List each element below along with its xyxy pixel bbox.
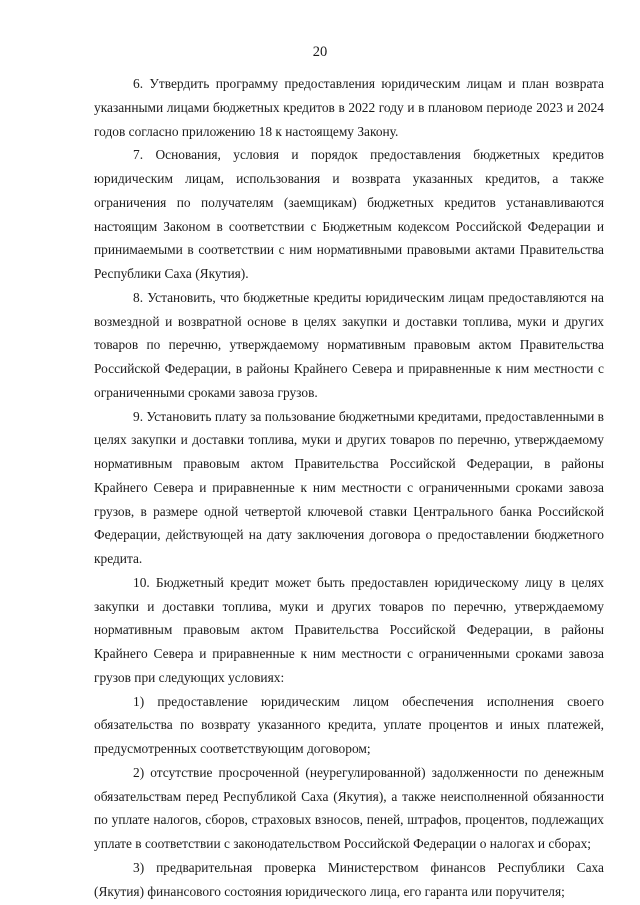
condition-item-3: 3) предварительная проверка Министерством финансов Республики Саха (Якутия) финансового состояния юридического лица, его гаранта или поручителя;	[94, 859, 604, 899]
paragraph-item-10: 10. Бюджетный кредит может быть предоставлен юридическому лицу в целях закупки и доставки топлива, муки и других товаров по перечню, утверждаемому нормативным правовым актом Правительства Российской Федерации, в районы Крайнего Севера и приравненные к ним местности с ограниченными сроками завоза грузов при следующих условиях:	[94, 574, 604, 685]
law-text-body	[94, 72, 604, 903]
condition-item-2: 2) отсутствие просроченной (неурегулированной) задолженности по денежным обязательствам перед Республикой Саха (Якутия), а также неисполненной обязанности по уплате налогов, сборов, страховых взносов, пеней, штрафов, процентов, подлежащих уплате в соответствии с законодательством Российской Федерации о налогах и сборах;	[94, 764, 604, 851]
paragraph-item-7: 7. Основания, условия и порядок предоставления бюджетных кредитов юридическим лицам, использования и возврата указанных кредитов, а также ограничения по получателям (заемщикам) бюджетных кредитов устанавливаются настоящим Законом в соответствии с Бюджетным кодексом Российской Федерации и принимаемыми в соответствии с ним нормативными правовыми актами Правительства Республики Саха (Якутия).	[94, 147, 604, 281]
paragraph-item-9: 9. Установить плату за пользование бюджетными кредитами, предоставленными в целях закупки и доставки топлива, муки и других товаров по перечню, утверждаемому нормативным правовым актом Правительства Российской Федерации, в районы Крайнего Севера и приравненные к ним местности с ограниченными сроками завоза грузов, в размере одной четвертой ключевой ставки Центрального банка Российской Федерации, действующей на дату заключения договора о предоставлении бюджетного кредита.	[94, 408, 604, 566]
paragraph-item-6: 6. Утвердить программу предоставления юридическим лицам и план возврата указанными лицами бюджетных кредитов в 2022 году и в плановом периоде 2023 и 2024 годов согласно приложению 18 к настоящему Закону.	[94, 76, 604, 139]
paragraph-item-8: 8. Установить, что бюджетные кредиты юридическим лицам предоставляются на возмездной и возвратной основе в целях закупки и доставки топлива, муки и других товаров по перечню, утверждаемому нормативным правовым актом Правительства Российской Федерации, в районы Крайнего Севера и приравненные к ним местности с ограниченными сроками завоза грузов.	[94, 289, 604, 400]
condition-item-1: 1) предоставление юридическим лицом обеспечения исполнения своего обязательства по возврату указанного кредита, уплате процентов и иных платежей, предусмотренных соответствующим договором;	[94, 693, 604, 756]
page-number: 20	[312, 44, 328, 60]
